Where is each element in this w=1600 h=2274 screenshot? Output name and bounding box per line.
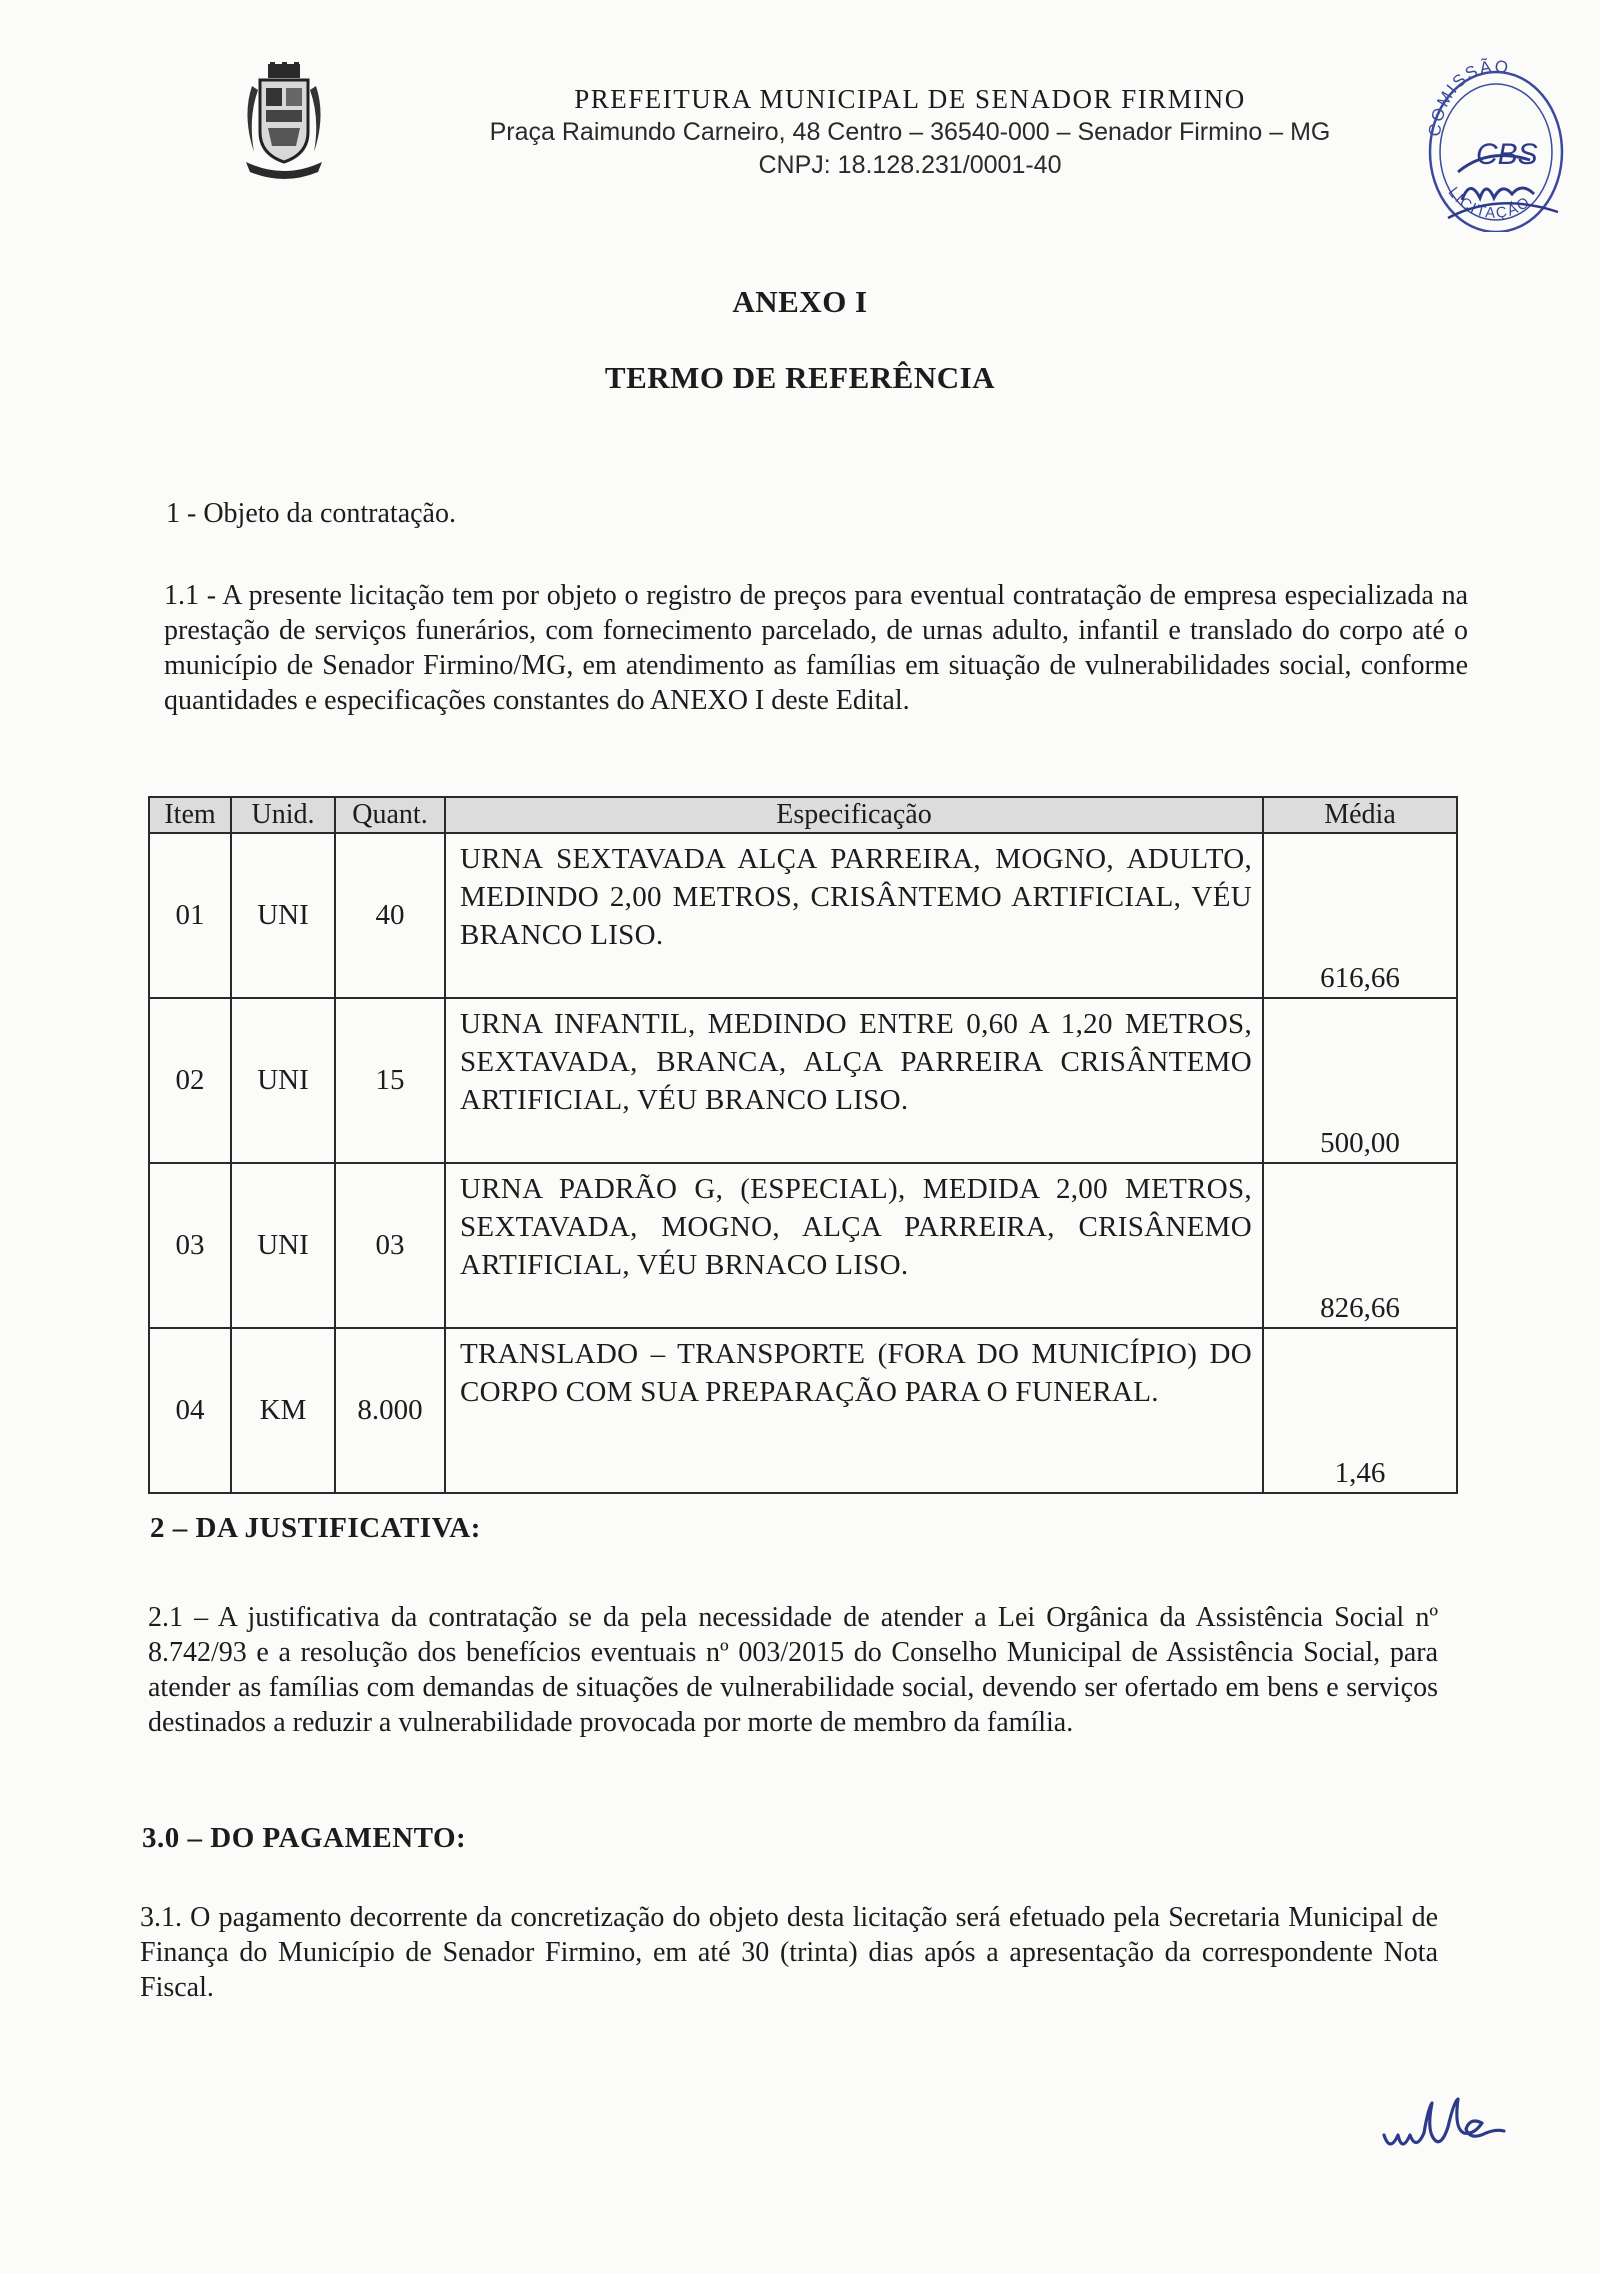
svg-text:LICITAÇÃO: LICITAÇÃO: [1444, 184, 1535, 222]
section-1-paragraph: 1.1 - A presente licitação tem por objeto o registro de preços para eventual contratação de empresa especializada na prestação de serviços funerários, com fornecimento parcelado, de urnas adulto, infantil e translado do corpo até o município de Senador Firmino/MG, em atendimento as famílias em situação de vulnerabilidades social, conforme quantidades e especificações constantes do ANEXO I deste Edital.: [164, 580, 1468, 716]
column-header-item: Item: [149, 797, 231, 833]
cell-specification: URNA SEXTAVADA ALÇA PARREIRA, MOGNO, ADULTO, MEDINDO 2,00 METROS, CRISÂNTEMO ARTIFICIAL, VÉU BRANCO LISO.: [445, 833, 1263, 998]
cell-unit: KM: [231, 1328, 335, 1493]
svg-text:COMISSÃO: COMISSÃO: [1424, 56, 1512, 138]
cell-average: 826,66: [1263, 1163, 1457, 1328]
cell-specification: URNA INFANTIL, MEDINDO ENTRE 0,60 A 1,20 METROS, SEXTAVADA, BRANCA, ALÇA PARREIRA CRISÂNTEMO ARTIFICIAL, VÉU BRANCO LISO.: [445, 998, 1263, 1163]
cell-quantity: 8.000: [335, 1328, 445, 1493]
table-row: [149, 998, 1457, 1163]
section-1-heading: 1 - Objeto da contratação.: [166, 498, 456, 529]
annex-subtitle: TERMO DE REFERÊNCIA: [604, 360, 996, 395]
cell-item: 01: [149, 833, 231, 998]
cell-specification: TRANSLADO – TRANSPORTE (FORA DO MUNICÍPIO) DO CORPO COM SUA PREPARAÇÃO PARA O FUNERAL.: [445, 1328, 1263, 1493]
cell-unit: UNI: [231, 833, 335, 998]
section-2-heading: 2 – DA JUSTIFICATIVA:: [150, 1512, 481, 1544]
cell-unit: UNI: [231, 998, 335, 1163]
cell-average: 1,46: [1263, 1328, 1457, 1493]
handwritten-signature: [1378, 2095, 1528, 2175]
svg-text:CBS: CBS: [1476, 138, 1538, 171]
column-header-specification: Especificação: [445, 797, 1263, 833]
cell-specification: URNA PADRÃO G, (ESPECIAL), MEDIDA 2,00 METROS, SEXTAVADA, MOGNO, ALÇA PARREIRA, CRISÂNEMO ARTIFICIAL, VÉU BRNACO LISO.: [445, 1163, 1263, 1328]
column-header-quantity: Quant.: [335, 797, 445, 833]
table-row: [149, 1328, 1457, 1493]
cell-quantity: 15: [335, 998, 445, 1163]
table-row: [149, 1163, 1457, 1328]
column-header-unit: Unid.: [231, 797, 335, 833]
letterhead-address: Praça Raimundo Carneiro, 48 Centro – 36540-000 – Senador Firmino – MG: [489, 118, 1331, 146]
items-table: [148, 796, 1458, 1494]
cell-item: 03: [149, 1163, 231, 1328]
commission-stamp: [1418, 42, 1568, 232]
column-header-average: Média: [1263, 797, 1457, 833]
letterhead-cnpj: CNPJ: 18.128.231/0001-40: [758, 151, 1062, 179]
table-row: [149, 833, 1457, 998]
annex-title: ANEXO I: [732, 284, 868, 319]
cell-unit: UNI: [231, 1163, 335, 1328]
table-header-row: [149, 797, 1457, 833]
cell-item: 04: [149, 1328, 231, 1493]
section-2-paragraph: 2.1 – A justificativa da contratação se da pela necessidade de atender a Lei Orgânica da Assistência Social nº 8.742/93 e a resolução dos benefícios eventuais nº 003/2015 do Conselho Municipal de Assistência Social, para atender as famílias com demandas de situações de vulnerabilidade social, devendo ser ofertado em bens e serviços destinados a reduzir a vulnerabilidade provocada por morte de membro da família.: [148, 1602, 1438, 1738]
letterhead-title: PREFEITURA MUNICIPAL DE SENADOR FIRMINO: [574, 84, 1246, 114]
section-3-paragraph: 3.1. O pagamento decorrente da concretização do objeto desta licitação será efetuado pela Secretaria Municipal de Finança do Município de Senador Firmino, em até 30 (trinta) dias após a apresentação da correspondente Nota Fiscal.: [140, 1902, 1438, 2003]
letterhead: [400, 82, 1420, 182]
section-3-heading: 3.0 – DO PAGAMENTO:: [142, 1822, 467, 1854]
cell-average: 500,00: [1263, 998, 1457, 1163]
cell-quantity: 03: [335, 1163, 445, 1328]
cell-item: 02: [149, 998, 231, 1163]
cell-average: 616,66: [1263, 833, 1457, 998]
municipal-crest-icon: [238, 62, 330, 182]
cell-quantity: 40: [335, 833, 445, 998]
